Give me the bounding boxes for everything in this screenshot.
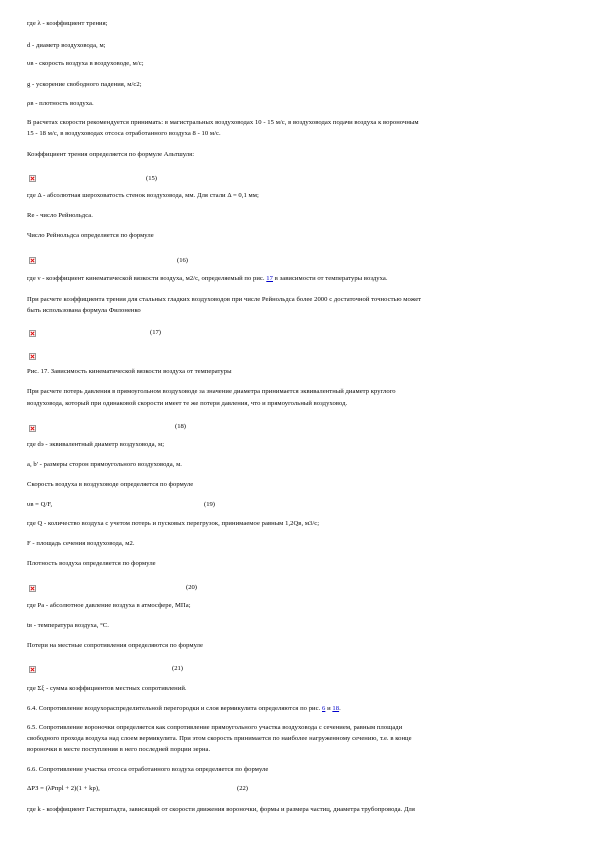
- equation-number: (15): [146, 175, 157, 182]
- text-line: где Σξ - сумма коэффициентов местных сопротивлений.: [27, 685, 187, 692]
- broken-image-icon: [29, 666, 36, 673]
- text-line: 6.6. Сопротивление участка отсоса отработанного воздуха определяется по формуле: [27, 766, 269, 773]
- formula-text: υв = Q/F,: [27, 501, 53, 508]
- equation-number: (21): [172, 665, 183, 672]
- figure-link-18[interactable]: 18: [332, 705, 340, 712]
- text-line: Скорость воздуха в воздуховоде определяется по формуле: [27, 481, 194, 488]
- text-line: 6.4. Сопротивление воздухораспределительной перегородки и слоя вермикулита определяются по рис. 6 и 18.: [27, 705, 341, 712]
- equation-number: (17): [150, 329, 161, 336]
- text-line: tв - температура воздуха, °С.: [27, 622, 109, 629]
- text-line: [27, 273, 565, 284]
- equation-number: (16): [177, 257, 188, 264]
- figure-link-17[interactable]: 17: [266, 275, 273, 282]
- formula-text: ΔРЗ = (λРпрl + 2)(1 + kр),: [27, 785, 100, 792]
- text-line: Потери на местные сопротивления определяются по формуле: [27, 642, 203, 649]
- broken-image-icon: [29, 585, 36, 592]
- broken-image-icon: [29, 175, 36, 182]
- text-line: Число Рейнольдса определяется по формуле: [27, 232, 154, 239]
- formula-image: [29, 578, 36, 589]
- text-line: υв - скорость воздуха в воздуховоде, м/с;: [27, 60, 144, 67]
- text-line: где k - коэффициент Гастерштадта, зависящий от скорости движения вороночки, формы и размера частиц, диаметра трубопровода. Для: [27, 806, 415, 813]
- text-line: свободного прохода воздуха над слоем вермикулита. При этом скорость принимается по наиболее нагруженному сечению, т.е. в конце: [27, 735, 412, 742]
- equation-number: (20): [186, 584, 197, 591]
- broken-image-icon: [29, 353, 36, 360]
- text-line: где dэ - эквивалентный диаметр воздуховода, м;: [27, 441, 165, 448]
- text-line: где Q - количество воздуха с учетом потерь и пусковых перегрузок, принимаемое равным 1,2Qв, м3/с;: [27, 520, 320, 527]
- text-segment: 6.4. Сопротивление воздухораспределительной перегородки и слоя вермикулита определяются по рис.: [27, 705, 321, 712]
- text-line: При расчете потерь давления в прямоугольном воздуховоде за значение диаметра принимается эквивалентный диаметр круглого: [27, 388, 396, 395]
- text-line: d - диаметр воздуховода, м;: [27, 42, 106, 49]
- text-line: где Ра - абсолютное давление воздуха в атмосфере, МПа;: [27, 602, 191, 609]
- broken-image-icon: [29, 330, 36, 337]
- equation-number: (18): [175, 423, 186, 430]
- broken-image-icon: [29, 425, 36, 432]
- formula-image: [29, 168, 36, 179]
- text-line: быть использована формула Филоненко: [27, 307, 141, 314]
- text-segment: где ν - коэффициент кинематической вязкости воздуха, м2/с, определяемый по рис.: [27, 275, 265, 282]
- figure-image: [29, 346, 36, 357]
- text-segment: в зависимости от температуры воздуха.: [274, 275, 388, 282]
- equation-number: (19): [204, 501, 215, 508]
- text-line: Коэффициент трения определяется по формуле Альтшуля:: [27, 151, 195, 158]
- text-line: 6.5. Сопротивление вороночки определяется как сопротивление прямоугольного участка воздуховода с сечением, равным площади: [27, 724, 403, 731]
- figure-link-6[interactable]: 6: [322, 705, 326, 712]
- text-line: При расчете коэффициента трения для стальных гладких воздуховодов при числе Рейнольдса более 2000 с достаточной точностью может: [27, 296, 422, 303]
- text-segment: и: [327, 705, 331, 712]
- text-line: где λ - коэффициент трения;: [27, 20, 108, 27]
- formula-image: [29, 250, 36, 261]
- text-line: где Δ - абсолютная шероховатость стенок воздуховода, мм. Для стали Δ = 0,1 мм;: [27, 192, 259, 199]
- text-line: Rе - число Рейнольдса.: [27, 212, 93, 219]
- text-line: В расчетах скорости рекомендуется принимать: в магистральных воздуховодах 10 - 15 м/с, в воздуховодах подачи воздуха к вороночным: [27, 119, 419, 126]
- formula-image: [29, 323, 36, 334]
- formula-image: [29, 659, 36, 670]
- text-line: вороночки в месте поступления в него последней порции зерна.: [27, 746, 211, 753]
- formula-image: [29, 418, 36, 429]
- text-line: a, b' - размеры сторон прямоугольного воздуховода, м.: [27, 461, 182, 468]
- text-line: g - ускорение свободного падения, м/с2;: [27, 81, 142, 88]
- text-line: F - площадь сечения воздуховода, м2.: [27, 540, 135, 547]
- equation-number: (22): [237, 785, 248, 792]
- text-line: воздуховода, который при одинаковой скорости имеет те же потери давления, что и прямоугольный воздуховод.: [27, 400, 348, 407]
- broken-image-icon: [29, 257, 36, 264]
- text-line: ρв - плотность воздуха.: [27, 100, 94, 107]
- figure-caption: Рис. 17. Зависимость кинематической вязкости воздуха от температуры: [27, 368, 232, 375]
- text-line: 15 - 18 м/с, в воздуховодах отсоса отработанного воздуха 8 - 10 м/с.: [27, 130, 221, 137]
- text-line: Плотность воздуха определяется по формуле: [27, 560, 156, 567]
